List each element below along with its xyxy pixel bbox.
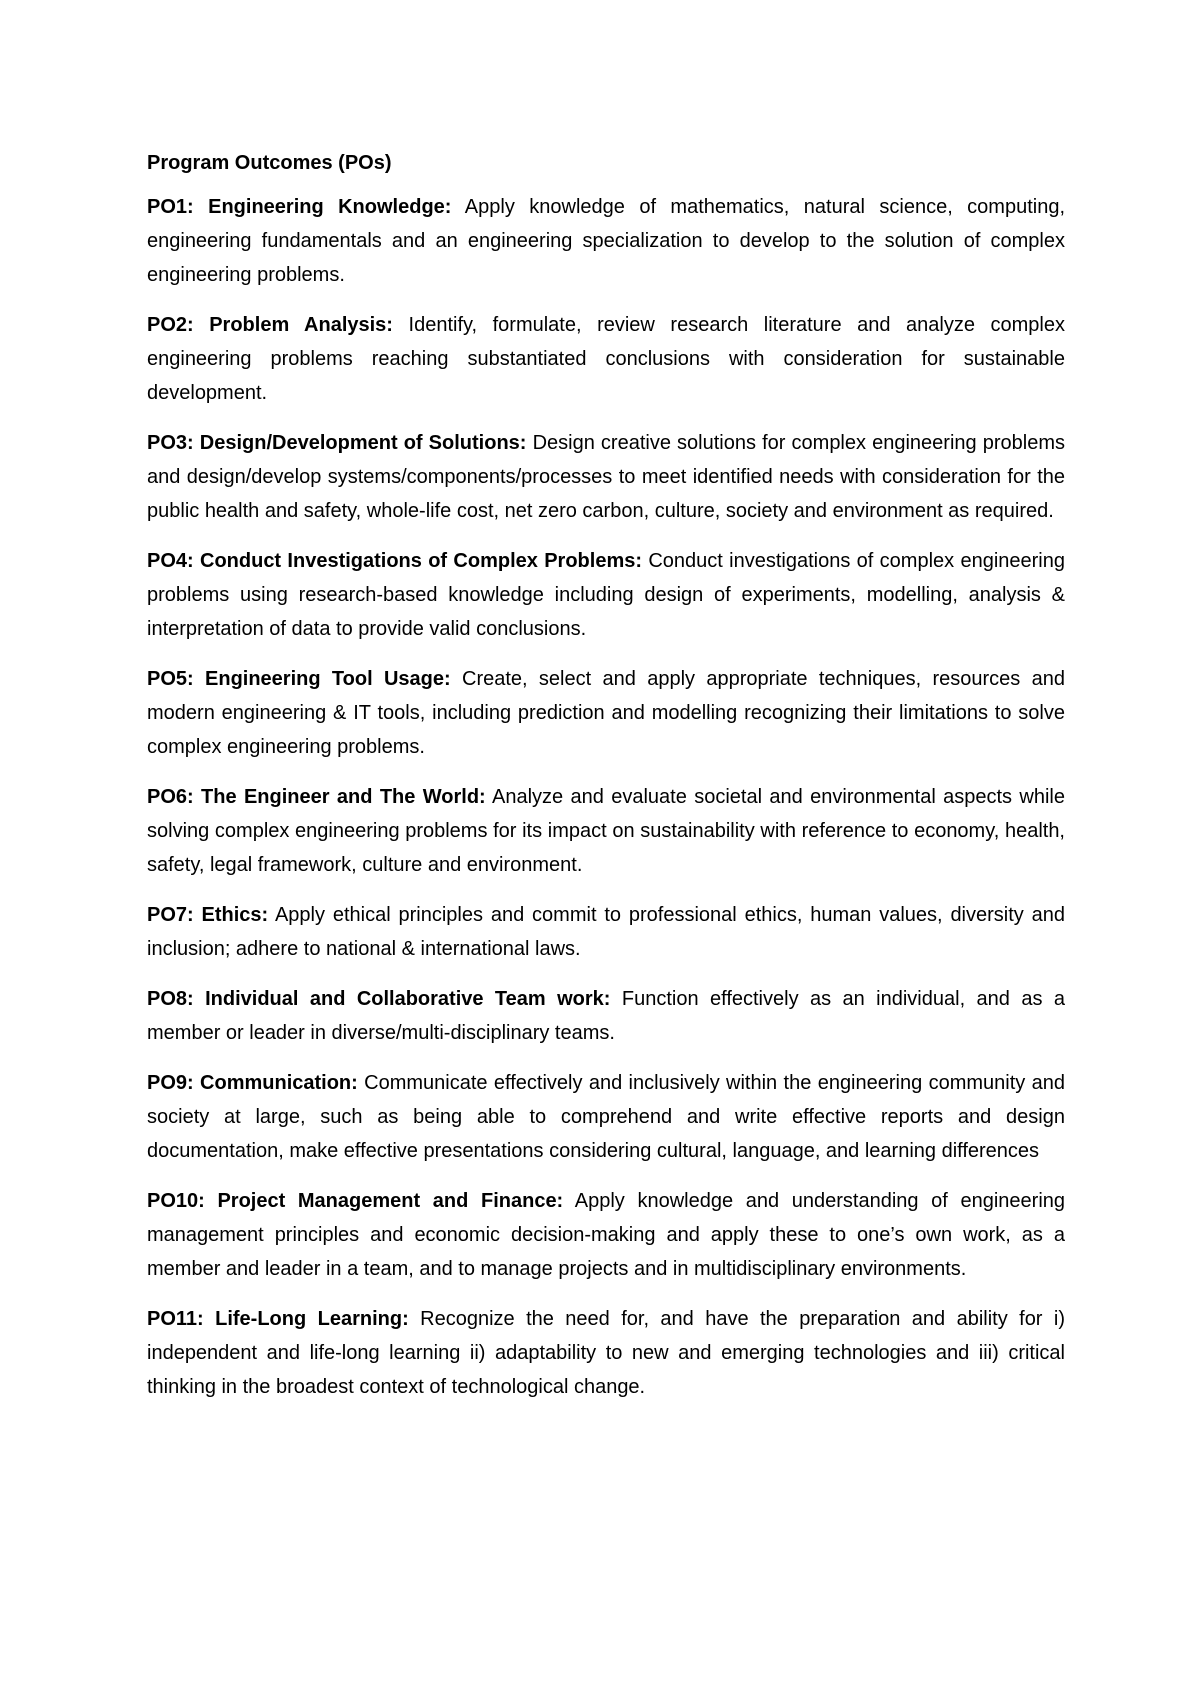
outcome-label: PO3: Design/Development of Solutions: [147, 432, 527, 454]
outcome-po10 [147, 1184, 1065, 1286]
outcome-text: Apply knowledge and understanding of engineering management principles and economic decision-making and apply these to one’s own work, as a member and leader in a team, and to manage projects and in multidisciplinary environments. [147, 1190, 1066, 1280]
outcome-label: PO8: Individual and Collaborative Team work: [147, 988, 611, 1010]
outcome-po7 [147, 898, 1065, 966]
outcome-text: Identify, formulate, review research literature and analyze complex engineering problems reaching substantiated conclusions with consideration for sustainable development. [147, 314, 1065, 404]
outcome-po11 [147, 1302, 1065, 1404]
outcome-po3 [147, 426, 1065, 528]
outcome-text: Communicate effectively and inclusively within the engineering community and society at large, such as being able to comprehend and write effective reports and design documentation, make effective presentations considering cultural, language, and learning differences [147, 1072, 1065, 1162]
outcome-po8 [147, 982, 1065, 1050]
outcome-text: Recognize the need for, and have the preparation and ability for i) independent and life-long learning ii) adaptability to new and emerging technologies and iii) critical thinking in the broadest context of technological change. [147, 1308, 1065, 1398]
outcome-po9 [147, 1066, 1065, 1168]
outcome-label: PO9: Communication: [147, 1072, 358, 1094]
outcome-po1 [147, 190, 1065, 292]
document-page [147, 146, 1065, 1420]
outcome-text: Create, select and apply appropriate techniques, resources and modern engineering & IT tools, including prediction and modelling recognizing their limitations to solve complex engineering problems. [147, 668, 1065, 758]
outcome-text: Function effectively as an individual, and as a member or leader in diverse/multi-disciplinary teams. [147, 988, 1065, 1044]
page-title: Program Outcomes (POs) [147, 152, 392, 174]
outcome-label: PO5: Engineering Tool Usage: [147, 668, 451, 690]
outcome-label: PO11: Life-Long Learning: [147, 1308, 409, 1330]
outcome-label: PO1: Engineering Knowledge: [147, 196, 452, 218]
outcome-label: PO10: Project Management and Finance: [147, 1190, 564, 1212]
outcome-po5 [147, 662, 1065, 764]
outcome-po2 [147, 308, 1065, 410]
outcome-label: PO2: Problem Analysis: [147, 314, 393, 336]
outcome-text: Analyze and evaluate societal and environmental aspects while solving complex engineering problems for its impact on sustainability with reference to economy, health, safety, legal framework, culture and environment. [147, 786, 1065, 876]
outcome-po4 [147, 544, 1065, 646]
outcome-label: PO7: Ethics: [147, 904, 269, 926]
outcome-text: Apply knowledge of mathematics, natural science, computing, engineering fundamentals and an engineering specialization to develop to the solution of complex engineering problems. [147, 196, 1066, 286]
outcome-text: Design creative solutions for complex engineering problems and design/develop systems/components/processes to meet identified needs with consideration for the public health and safety, whole-life cost, net zero carbon, culture, society and environment as required. [147, 432, 1065, 522]
outcome-po6 [147, 780, 1065, 882]
outcome-text: Apply ethical principles and commit to professional ethics, human values, diversity and inclusion; adhere to national & international laws. [147, 904, 1066, 960]
outcome-label: PO6: The Engineer and The World: [147, 786, 486, 808]
outcome-label: PO4: Conduct Investigations of Complex Problems: [147, 550, 643, 572]
outcome-text: Conduct investigations of complex engineering problems using research-based knowledge including design of experiments, modelling, analysis & interpretation of data to provide valid conclusions. [147, 550, 1065, 640]
